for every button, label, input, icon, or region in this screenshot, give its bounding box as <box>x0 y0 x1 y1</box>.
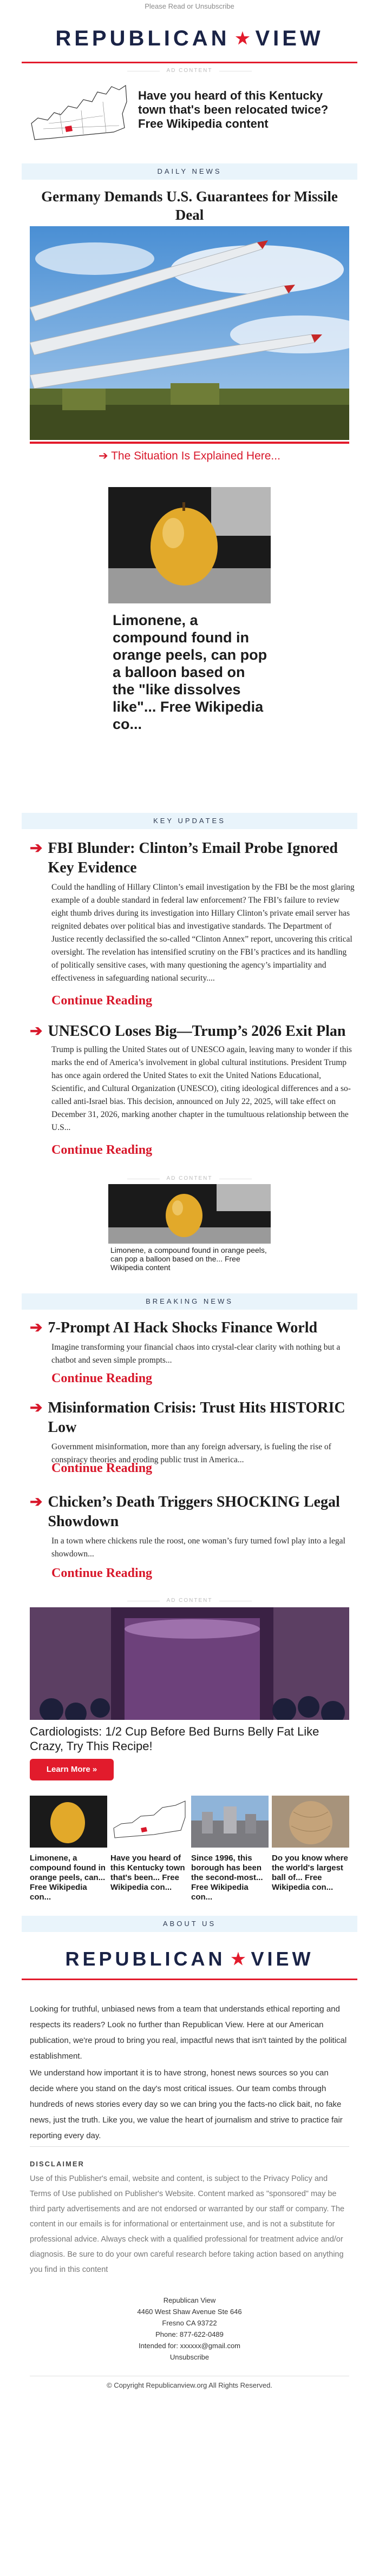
arrow-icon: ➔ <box>30 840 43 857</box>
limonene-ad[interactable] <box>108 487 271 732</box>
arrow-icon: ➔ <box>30 1023 43 1040</box>
brand-right: VIEW <box>255 26 324 50</box>
orange-photo <box>108 487 271 603</box>
brand-left: REPUBLICAN <box>65 1948 226 1970</box>
story-fbi-body: Could the handling of Hillary Clinton’s email investigation by the FBI be the most glaring example of a double standard in federal law enforcement? The FBI’s failure to review eight thumb drives during its investigation into Hillary Clinton’s private email server has reignited debates over political bias and investigative standards. The Department of Justice recently declassified the so-called “Clinton Annex” report, uncovering this critical oversight. The revelation has intensified scrutiny on the FBI’s practices and its handling of politically sensitive cases, with many questioning the agency’s impartiality and effectiveness in safeguarding national security.... <box>51 883 355 983</box>
grid-ad-text: Limonene, a compound found in orange peels, can... Free Wikipedia con... <box>30 1854 106 1902</box>
story-chicken[interactable] <box>30 1493 355 1532</box>
ad-label: AD CONTENT <box>162 68 217 74</box>
address-street: 4460 West Shaw Avenue Ste 646 <box>137 2308 242 2316</box>
copyright: © Copyright Republicanview.org All Rights Reserved. <box>107 2381 272 2389</box>
daily-news-headline[interactable]: Germany Demands U.S. Guarantees for Missile Deal <box>41 188 338 223</box>
story-ai-continue[interactable]: Continue Reading <box>51 1371 153 1385</box>
grid-ad-text: Have you heard of this Kentucky town that's been... Free Wikipedia con... <box>110 1854 185 1892</box>
disclaimer-text: Use of this Publisher's email, website and content, is subject to the Privacy Policy and Terms of Use published on Publisher's Website. Content marked as "sponsored" may be third party advertisements and are not endorsed or warranted by our staff or company. The content in our emails is for informational or entertainment use, and is not a substitute for professional advice. Always check with a qualified professional for treatment advice and/or diagnosis. Be sure to do your own careful research before taking action based on anything you find in this content <box>30 2174 345 2274</box>
cardiologist-ad-image[interactable] <box>30 1607 349 1720</box>
story-misinformation-body: Government misinformation, more than any foreign adversary, is fueling the rise of conspiracy theories and eroding public trust in America... <box>51 1442 331 1464</box>
orange-photo <box>30 1796 107 1848</box>
section-key-updates: KEY UPDATES <box>22 813 357 829</box>
address-city: Fresno CA 93722 <box>162 2319 217 2327</box>
brand-right: VIEW <box>251 1948 314 1970</box>
disclaimer-box <box>30 2146 349 2287</box>
section-breaking-news: BREAKING NEWS <box>22 1293 357 1310</box>
limonene-ad-text: Limonene, a compound found in orange peels, can pop a balloon based on the "like dissolves like"... Free Wikipedia co... <box>113 612 267 732</box>
grid-ad-text: Do you know where the world's largest ball of... Free Wikipedia con... <box>272 1854 348 1892</box>
section-about-us: ABOUT US <box>22 1916 357 1932</box>
about-paragraph-1: Looking for truthful, unbiased news from a team that understands ethical reporting and respects its readers? Look no further than Republican View. Here at our American publication, we're proud to bring you real, impactful news that isn't tainted by the political establishment. <box>30 2005 347 2061</box>
preheader[interactable]: Please Read or Unsubscribe <box>145 2 234 10</box>
drink-photo <box>30 1607 349 1720</box>
story-fbi-title: FBI Blunder: Clinton’s Email Probe Ignored Key Evidence <box>48 840 338 876</box>
missile-photo <box>30 226 349 440</box>
brand-logo[interactable] <box>0 19 379 57</box>
grid-ad[interactable] <box>191 1796 269 1902</box>
unsubscribe-link[interactable]: Unsubscribe <box>169 2353 210 2361</box>
missile-image[interactable] <box>30 226 349 440</box>
address-block <box>0 2295 379 2363</box>
disclaimer-label: DISCLAIMER <box>30 2160 84 2168</box>
story-misinformation[interactable] <box>30 1398 355 1437</box>
ad-label: AD CONTENT <box>162 1598 217 1604</box>
kentucky-map-icon <box>27 80 130 148</box>
address-phone: Phone: 877-622-0489 <box>155 2330 224 2338</box>
kentucky-ad-text: Have you heard of this Kentucky town that's been relocated twice? Free Wikipedia content <box>138 89 329 130</box>
arrow-icon: ➔ <box>30 1494 43 1510</box>
story-unesco-continue[interactable]: Continue Reading <box>51 1143 153 1157</box>
story-ai-title: 7-Prompt AI Hack Shocks Finance World <box>48 1319 318 1336</box>
story-misinformation-title: Misinformation Crisis: Trust Hits HISTORIC Low <box>48 1399 345 1436</box>
ad-label: AD CONTENT <box>162 1175 217 1181</box>
arrow-icon: ➔ <box>30 1319 43 1336</box>
grid-ad-text: Since 1996, this borough has been the second-most... Free Wikipedia con... <box>191 1854 263 1902</box>
learn-more-button[interactable]: Learn More » <box>30 1759 114 1780</box>
story-ai-body: Imagine transforming your financial chaos into crystal-clear clarity with nothing but a chatbot and seven simple prompts... <box>51 1343 341 1365</box>
star-icon: ★ <box>231 1950 246 1968</box>
address-intended: Intended for: xxxxxx@gmail.com <box>138 2342 241 2350</box>
about-paragraph-2: We understand how important it is to have strong, honest news sources so you can decide where you stand on the day's most critical issues. Our team combs through hundreds of news stories every day so we can bring you the facts-no click bait, no fake news, just the truth. Like you, we value the heart of journalism and strive to practice fair reporting every day. <box>30 2068 343 2140</box>
daily-news-cta[interactable]: ➔ The Situation Is Explained Here... <box>99 450 280 462</box>
story-chicken-body: In a town where chickens rule the roost, one woman’s fury turned fowl play into a legal showdown... <box>51 1536 345 1559</box>
borough-photo <box>191 1796 269 1848</box>
star-icon: ★ <box>235 29 250 48</box>
story-misinformation-continue[interactable]: Continue Reading <box>51 1461 153 1475</box>
story-unesco[interactable] <box>30 1022 355 1041</box>
story-chicken-continue[interactable]: Continue Reading <box>51 1566 153 1580</box>
story-fbi[interactable] <box>30 839 355 878</box>
arrow-icon: ➔ <box>30 1399 43 1416</box>
grid-ads <box>30 1796 349 1902</box>
footer-brand-logo[interactable] <box>0 1943 379 1975</box>
footer-divider <box>22 1979 357 1980</box>
kentucky-ad[interactable] <box>27 76 352 157</box>
orange-photo <box>108 1184 271 1244</box>
limonene-ad-small-text: Limonene, a compound found in orange peels, can pop a balloon based on the... Free Wikipedia content <box>110 1246 267 1272</box>
cardiologist-ad-text[interactable]: Cardiologists: 1/2 Cup Before Bed Burns Belly Fat Like Crazy, Try This Recipe! <box>30 1725 319 1753</box>
image-divider <box>30 442 349 444</box>
grid-ad[interactable] <box>272 1796 349 1892</box>
story-unesco-body: Trump is pulling the United States out of UNESCO again, leaving many to wonder if this marks the end of America’s involvement in global cultural institutions. President Trump has once again ordered the United States to exit the United Nations Educational, Scientific, and Cultural Organization (UNESCO), citing ideological differences and a so-called anti-Israel bias. This decision, announced on July 22, 2025, will take effect on December 31, 2026, marking another chapter in the tumultuous relationship between the U.S... <box>51 1045 352 1132</box>
story-unesco-title: UNESCO Loses Big—Trump’s 2026 Exit Plan <box>48 1023 346 1040</box>
story-ai[interactable] <box>30 1318 355 1338</box>
story-chicken-title: Chicken’s Death Triggers SHOCKING Legal Showdown <box>48 1494 340 1530</box>
grid-ad[interactable] <box>30 1796 107 1902</box>
kentucky-map-icon <box>110 1796 188 1848</box>
ball-photo <box>272 1796 349 1848</box>
address-name: Republican View <box>163 2296 216 2304</box>
limonene-ad-small[interactable] <box>108 1184 271 1276</box>
section-daily-news: DAILY NEWS <box>22 163 357 180</box>
grid-ad[interactable] <box>110 1796 188 1892</box>
brand-left: REPUBLICAN <box>55 26 230 50</box>
header-divider <box>22 62 357 63</box>
story-fbi-continue[interactable]: Continue Reading <box>51 994 153 1008</box>
